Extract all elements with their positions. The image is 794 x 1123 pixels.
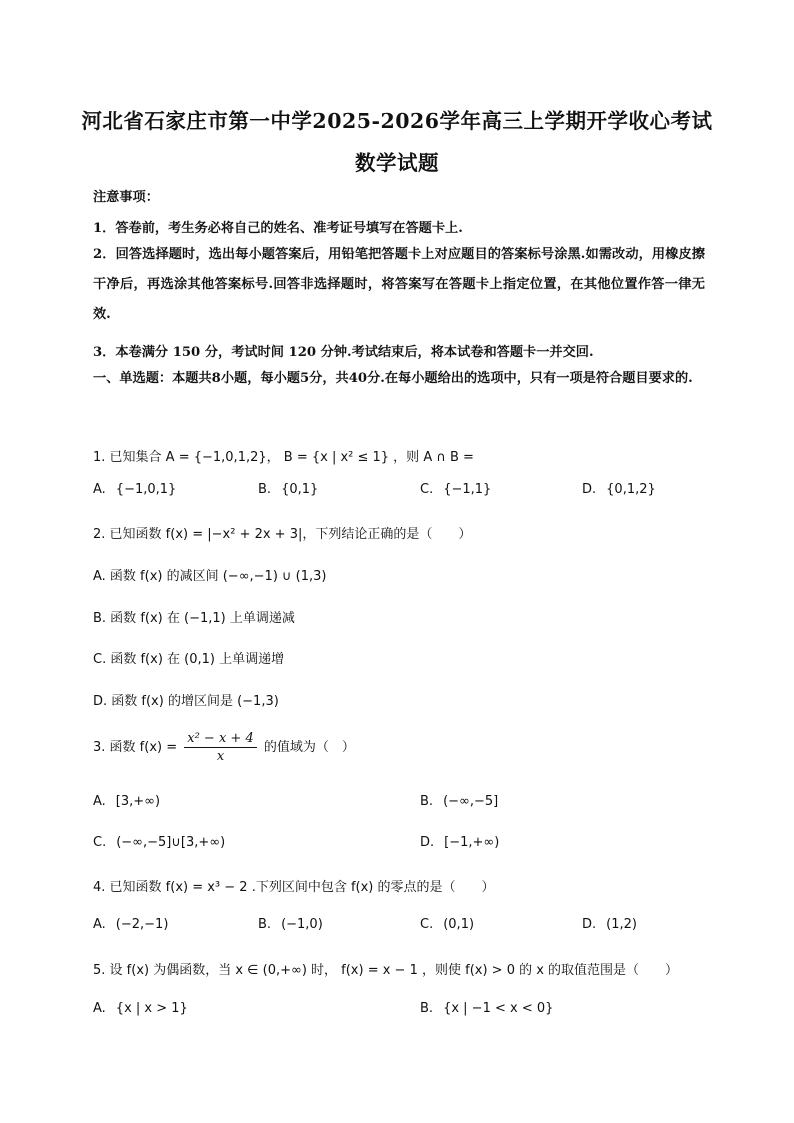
question-4-option-b: B. (−1,0) [258,917,323,932]
question-1-option-c: C. {−1,1} [420,482,492,497]
question-2-option-d: D. 函数 f(x) 的增区间是 (−1,3) [93,694,279,709]
question-2-option-b: B. 函数 f(x) 在 (−1,1) 上单调递减 [93,611,295,626]
question-4-option-a: A. (−2,−1) [93,917,169,932]
question-5-option-b: B. {x | −1 < x < 0} [420,1001,554,1016]
exam-title: 河北省石家庄市第一中学2025-2026学年高三上学期开学收心考试 [81,109,713,133]
question-3-option-c: C. (−∞,−5]∪[3,+∞) [93,835,226,850]
question-5-stem: 5. 设 f(x) 为偶函数，当 x ∈ (0,+∞) 时， f(x) = x − 1 ，则使 f(x) > 0 的 x 的取值范围是（ ） [93,963,679,978]
question-1-option-b: B. {0,1} [258,482,319,497]
question-1-stem: 1. 已知集合 A = {−1,0,1,2}， B = {x | x² ≤ 1} ，则 A ∩ B = [93,450,474,465]
question-3-option-d: D. [−1,+∞) [420,835,500,850]
question-1-option-d: D. {0,1,2} [582,482,656,497]
question-4-option-c: C. (0,1) [420,917,475,932]
note-item-3: 3．本卷满分 150 分，考试时间 120 分钟.考试结束后，将本试卷和答题卡一并交回. [93,345,594,360]
note-item-1: 1．答卷前，考生务必将自己的姓名、准考证号填写在答题卡上. [93,221,463,236]
question-2-stem: 2. 已知函数 f(x) = |−x² + 2x + 3|，下列结论正确的是（ ） [93,527,472,542]
question-1-option-a: A. {−1,0,1} [93,482,177,497]
question-3-option-a: A. [3,+∞) [93,794,161,809]
notes-heading: 注意事项： [93,190,159,205]
exam-subtitle: 数学试题 [355,151,439,175]
question-3-fraction: $\frac{\text{x² − x + 4}}{x}$ [184,731,256,764]
question-2-option-a: A. 函数 f(x) 的减区间 (−∞,−1) ∪ (1,3) [93,569,327,584]
question-2-option-c: C. 函数 f(x) 在 (0,1) 上单调递增 [93,652,285,667]
section-1-intro: 一、单选题：本题共8小题，每小题5分，共40分.在每小题给出的选项中，只有一项是符合题目要求的. [93,371,693,386]
question-4-option-d: D. (1,2) [582,917,637,932]
question-5-option-a: A. {x | x > 1} [93,1001,188,1016]
question-4-stem: 4. 已知函数 f(x) = x³ − 2 .下列区间中包含 f(x) 的零点的是（ ） [93,880,495,895]
question-3-stem: 3. 函数 f(x) = $\frac{\text{x² − x + 4}}{x}$ 的值域为（ ） [93,731,355,764]
note-item-2: 2．回答选择题时，选出每小题答案后，用铅笔把答题卡上对应题目的答案标号涂黑.如需改动，用橡皮擦干净后，再选涂其他答案标号.回答非选择题时，将答案写在答题卡上指定位置，在其他位置作答一律无效. [93,247,705,322]
question-3-option-b: B. (−∞,−5] [420,794,499,809]
